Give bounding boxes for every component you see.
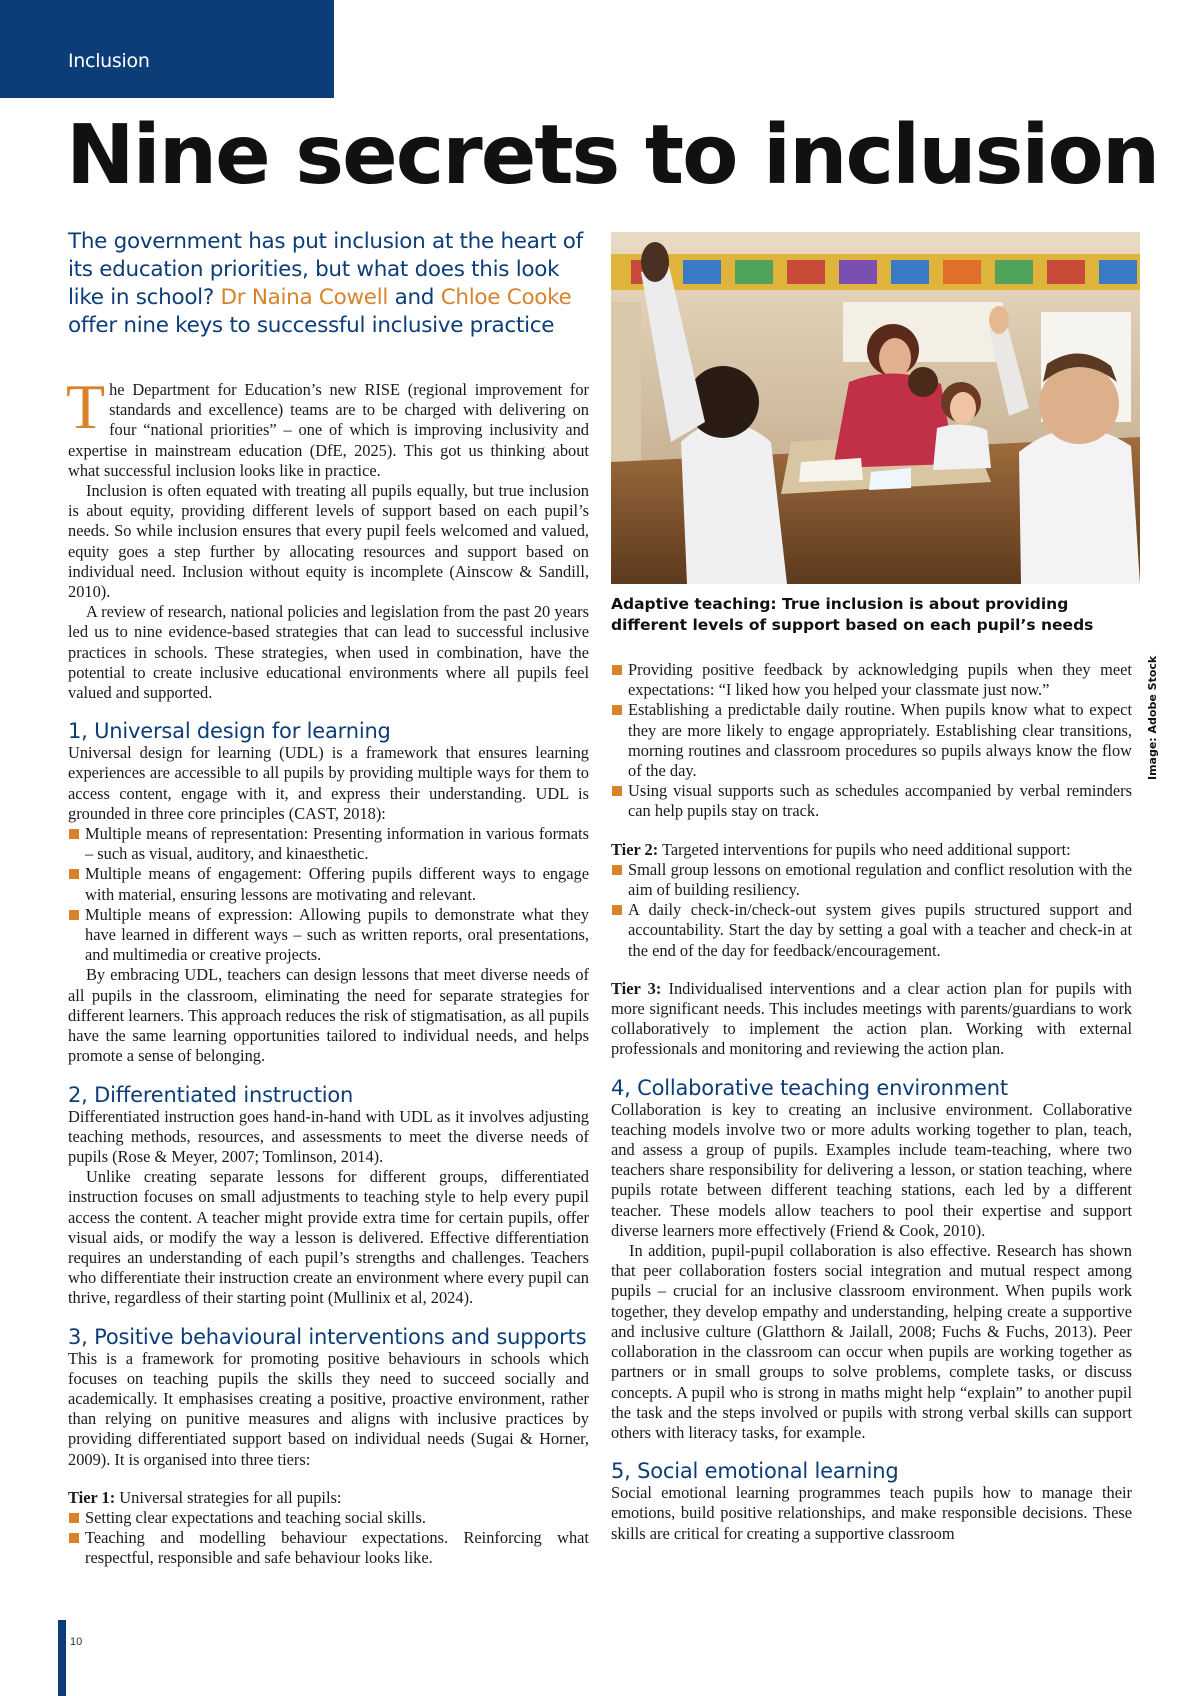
article-column-left xyxy=(66,371,589,1569)
body-paragraph: Unlike creating separate lessons for different groups, differentiated instruction focuses on small adjustments to teaching style to help every pupil access the content. A teacher might provide extra time for certain pupils, offer visual aids, or modify the way a lesson is delivered. Effective differentiation requires an understanding of each pupil’s strengths and challenges. Teachers who differentiate their instruction create an environment where every pupil can thrive, regardless of their starting point (Mullinix et al, 2024). xyxy=(68,1167,589,1308)
page-number: 10 xyxy=(70,1636,83,1648)
body-paragraph: This is a framework for promoting positive behaviours in schools which focuses on teaching pupils the skills they need to succeed socially and academically. It emphasises creating a positive, proactive environment, rather than relying on punitive measures and aligns with inclusive practices by providing differentiated support based on individual needs (Sugai & Horner, 2009). It is organised into three tiers: xyxy=(68,1348,589,1469)
tier-1-intro xyxy=(68,1488,589,1508)
bullet-item: Multiple means of expression: Allowing pupils to demonstrate what they have learned in different ways – such as written reports, oral presentations, and multimedia or creative projects. xyxy=(68,905,589,966)
drop-cap: T xyxy=(66,371,106,442)
section-heading-udl: 1, Universal design for learning xyxy=(68,719,391,744)
bullet-item: Providing positive feedback by acknowledging pupils when they meet expectations: “I liked how you helped your classmate just now.” xyxy=(611,660,1132,700)
tier-label: Tier 2: xyxy=(611,839,659,859)
section-heading-pbis: 3, Positive behavioural interventions and supports xyxy=(68,1324,587,1349)
tier-text: Individualised interventions and a clear action plan for pupils with more significant needs. This includes meetings with parents/guardians to work collaboratively to implement the action plan. Working with external professionals and monitoring and reviewing the action plan. xyxy=(611,978,1132,1059)
tier-text: Universal strategies for all pupils: xyxy=(115,1487,342,1507)
image-credit xyxy=(1146,655,1162,780)
bullet-item: Using visual supports such as schedules accompanied by verbal reminders can help pupils stay on track. xyxy=(611,781,1132,821)
body-paragraph: Collaboration is key to creating an inclusive environment. Collaborative teaching models involve two or more adults working together to plan, teach, and assess a group of pupils. Examples include team-teaching, where two teachers share responsibility for delivering a lesson, or station teaching, where pupils rotate between different teaching stations, each led by a different teacher. These models allow teachers to pool their expertise and support diverse learners more effectively (Friend & Cook, 2010). xyxy=(611,1099,1132,1240)
bullet-item: Teaching and modelling behaviour expectations. Reinforcing what respectful, responsible and safe behaviour looks like. xyxy=(68,1528,589,1568)
bullet-item: Multiple means of engagement: Offering pupils different ways to engage with material, ensuring lessons are motivating and relevant. xyxy=(68,864,589,904)
bullet-list xyxy=(68,1508,589,1569)
bullet-item: Multiple means of representation: Presenting information in various formats – such as visual, auditory, and kinaesthetic. xyxy=(68,824,589,864)
bullet-item: Setting clear expectations and teaching social skills. xyxy=(68,1508,589,1528)
footer-bar xyxy=(58,1620,66,1696)
section-heading-sel: 5, Social emotional learning xyxy=(611,1459,899,1484)
tier-label: Tier 3: xyxy=(611,978,662,998)
intro-paragraph-text: he Department for Education’s new RISE (regional improvement for standards and excellence) teams are to be charged with delivering on four “national priorities” – one of which is improving inclusivity and expertise in mainstream education (DfE, 2025). This got us thinking about what successful inclusion looks like in practice. xyxy=(68,380,589,480)
body-paragraph: Differentiated instruction goes hand-in-hand with UDL as it involves adjusting teaching methods, resources, and assessments to meet the diverse needs of pupils (Rose & Meyer, 2007; Tomlinson, 2014). xyxy=(68,1106,589,1166)
author-name: Chloe Cooke xyxy=(440,285,572,310)
bullet-item: Establishing a predictable daily routine. When pupils know what to expect they are more likely to engage appropriately. Establishing clear transitions, morning routines and classroom procedures so pupils always know the flow of the day. xyxy=(611,700,1132,781)
section-heading-differentiated: 2, Differentiated instruction xyxy=(68,1082,354,1107)
section-tab xyxy=(0,0,334,98)
body-paragraph: Social emotional learning programmes teach pupils how to manage their emotions, build positive relationships, and make responsible decisions. These skills are critical for creating a supportive classroom xyxy=(611,1483,1132,1543)
body-paragraph: By embracing UDL, teachers can design lessons that meet diverse needs of all pupils in the classroom, eliminating the need for separate strategies for different learners. This approach reduces the risk of stigmatisation, as all pupils have the same learning opportunities tailored to individual needs, and helps promote a sense of belonging. xyxy=(68,965,589,1066)
page-title: Nine secrets to inclusion xyxy=(66,108,1159,203)
section-heading-collaborative: 4, Collaborative teaching environment xyxy=(611,1075,1008,1100)
tier-text: Targeted interventions for pupils who need additional support: xyxy=(658,839,1071,859)
photo-caption: Adaptive teaching: True inclusion is about providing different levels of support based on each pupil’s needs xyxy=(611,595,1094,634)
body-paragraph: A review of research, national policies and legislation from the past 20 years led us to nine evidence-based strategies that can lead to successful inclusive practices in schools. These strategies, when used in combination, have the potential to create inclusive educational environments where all pupils feel valued and supported. xyxy=(68,602,589,703)
intro-paragraph xyxy=(66,371,589,481)
tier-3-intro xyxy=(611,979,1132,1060)
standfirst-conjunction: and xyxy=(394,285,435,310)
body-paragraph: Universal design for learning (UDL) is a framework that ensures learning experiences are accessible to all pupils by providing multiple ways for them to access content, engage with it, and express their understanding. UDL is grounded in three core principles (CAST, 2018): xyxy=(68,743,589,823)
body-paragraph: Inclusion is often equated with treating all pupils equally, but true inclusion is about equity, providing different levels of support based on each pupil’s needs. So while inclusion ensures that every pupil feels welcomed and valued, equity goes a step further by allocating resources and support based on individual need. Inclusion without equity is incomplete (Ainscow & Sandill, 2010). xyxy=(68,481,589,602)
standfirst xyxy=(68,228,588,340)
tier-label: Tier 1: xyxy=(68,1487,116,1507)
bullet-item: Small group lessons on emotional regulation and conflict resolution with the aim of building resiliency. xyxy=(611,860,1132,900)
standfirst-intro: The government has put inclusion at the heart of its education priorities, but what does this look like in school? xyxy=(68,229,583,310)
image-credit-text: Image: Adobe Stock xyxy=(1146,655,1159,780)
standfirst-outro: offer nine keys to successful inclusive practice xyxy=(68,313,555,338)
bullet-item: A daily check-in/check-out system gives pupils structured support and accountability. Start the day by setting a goal with a teacher and check-in at the end of the day for feedback/encouragement. xyxy=(611,900,1132,961)
section-label: Inclusion xyxy=(68,50,150,72)
body-paragraph: In addition, pupil-pupil collaboration is also effective. Research has shown that peer collaboration fosters social integration and mutual respect among pupils – crucial for an inclusive classroom environment. When pupils work together, they develop empathy and understanding, helping create a supportive and inclusive culture (Glatthorn & Jailall, 2008; Fuchs & Fuchs, 2013). Peer collaboration in the classroom can occur when pupils are working together as partners or in small groups to solve problems, complete tasks, or discuss concepts. A pupil who is strong in maths might help “explain” to another pupil the task and the steps involved or pupils with strong verbal skills can support others with literacy tasks, for example. xyxy=(611,1241,1132,1442)
bullet-list xyxy=(68,824,589,965)
article-column-right xyxy=(611,660,1132,1544)
author-name: Dr Naina Cowell xyxy=(220,285,389,310)
classroom-photo xyxy=(611,232,1140,584)
tier-2-intro xyxy=(611,840,1132,860)
bullet-list xyxy=(611,660,1132,822)
bullet-list xyxy=(611,860,1132,961)
